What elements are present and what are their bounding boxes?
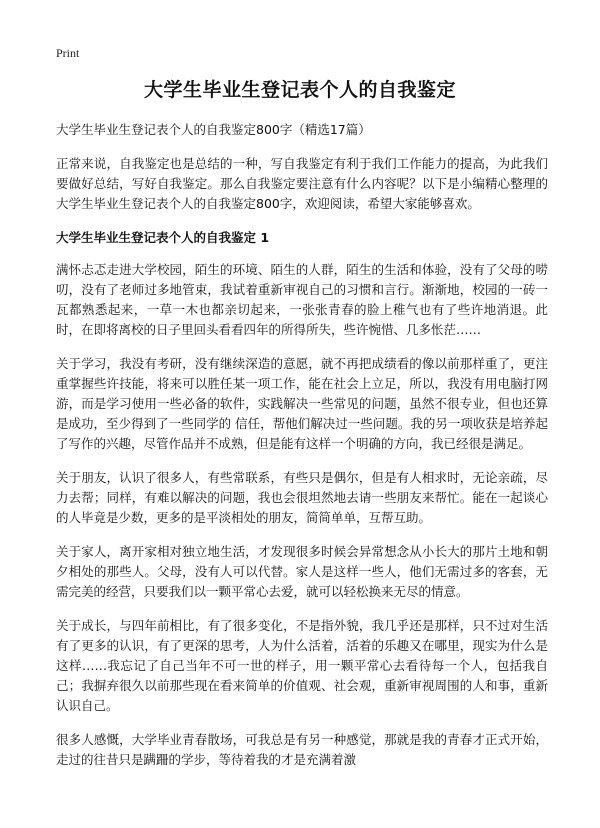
article-subtitle: 大学生毕业生登记表个人的自我鉴定800字（精选17篇）	[56, 122, 371, 137]
intro-paragraph: 正常来说，自我鉴定也是总结的一种，写自我鉴定有利于我们工作能力的提高，为此我们要做好总结，写好自我鉴定。那么自我鉴定要注意有什么内容呢？以下是小编精心整理的大学生毕业生登记表个人的自我鉴定800字，欢迎阅读，希望大家能够喜欢。	[56, 156, 548, 211]
page-title: 大学生毕业生登记表个人的自我鉴定	[143, 79, 456, 101]
paragraph-family: 关于家人，离开家相对独立地生活，才发现很多时候会异常想念从小长大的那片土地和朝夕相处的那些人。父母，没有人可以代替。家人是这样一些人，他们无需过多的客套，无需完美的经营，只要我们以一颗平常心去爱，就可以轻松换来无尽的情意。	[56, 544, 548, 599]
print-link[interactable]: Print	[56, 46, 80, 60]
paragraph-campus: 满怀忐忑走进大学校园，陌生的环境、陌生的人群，陌生的生活和体验，没有了父母的唠叨，没有了老师过多地管束，我试着重新审视自己的习惯和言行。渐渐地，校园的一砖一瓦都熟悉起来，一草一木也都亲切起来，一张张青春的脸上稚气也有了些许地消退。此时，在即将离校的日子里回头看看四年的所得所失，些许惋惜、几多怅茫……	[56, 262, 548, 337]
paragraph-growth: 关于成长，与四年前相比，有了很多变化，不是指外貌，我几乎还是那样，只不过对生活有了更多的认识，有了更深的思考，人为什么活着，活着的乐趣又在哪里，现实为什么是这样……我忘记了自己当年不可一世的样子，用一颗平常心去看待每一个人，包括我自己；我摒弃很久以前那些现在看来简单的价值观、社会观，重新审视周围的人和事，重新认识自己。	[56, 618, 548, 713]
paragraph-friends: 关于朋友，认识了很多人，有些常联系，有些只是偶尔，但是有人相求时，无论亲疏，尽力去帮；同样，有难以解决的问题，我也会很坦然地去请一些朋友来帮忙。能在一起谈心的人毕竟是少数，更多的是平淡相处的朋友，简简单单，互帮互助。	[56, 470, 548, 525]
paragraph-study: 关于学习，我没有考研，没有继续深造的意愿，就不再把成绩看的像以前那样重了，更注重掌握些许技能，将来可以胜任某一项工作，能在社会上立足，所以，我没有用电脑打网游，而是学习使用一些必备的软件，实践解决一些常见的问题，虽然不很专业，但也还算是成功，至少得到了一些同学的 信任，帮他们解决过一些问题。我的另一项收获是培养起了写作的兴趣，尽管作品并不成熟，但是能有这样一个明确的方向，我已经很是满足。	[56, 356, 548, 451]
section-heading: 大学生毕业生登记表个人的自我鉴定 1	[56, 230, 270, 245]
paragraph-youth: 很多人感慨，大学毕业青春散场，可我总是有另一种感觉，那就是我的青春才正式开始，走过的往昔只是蹒跚的学步，等待着我的才是充满着激	[56, 732, 548, 767]
article-body	[56, 120, 548, 784]
